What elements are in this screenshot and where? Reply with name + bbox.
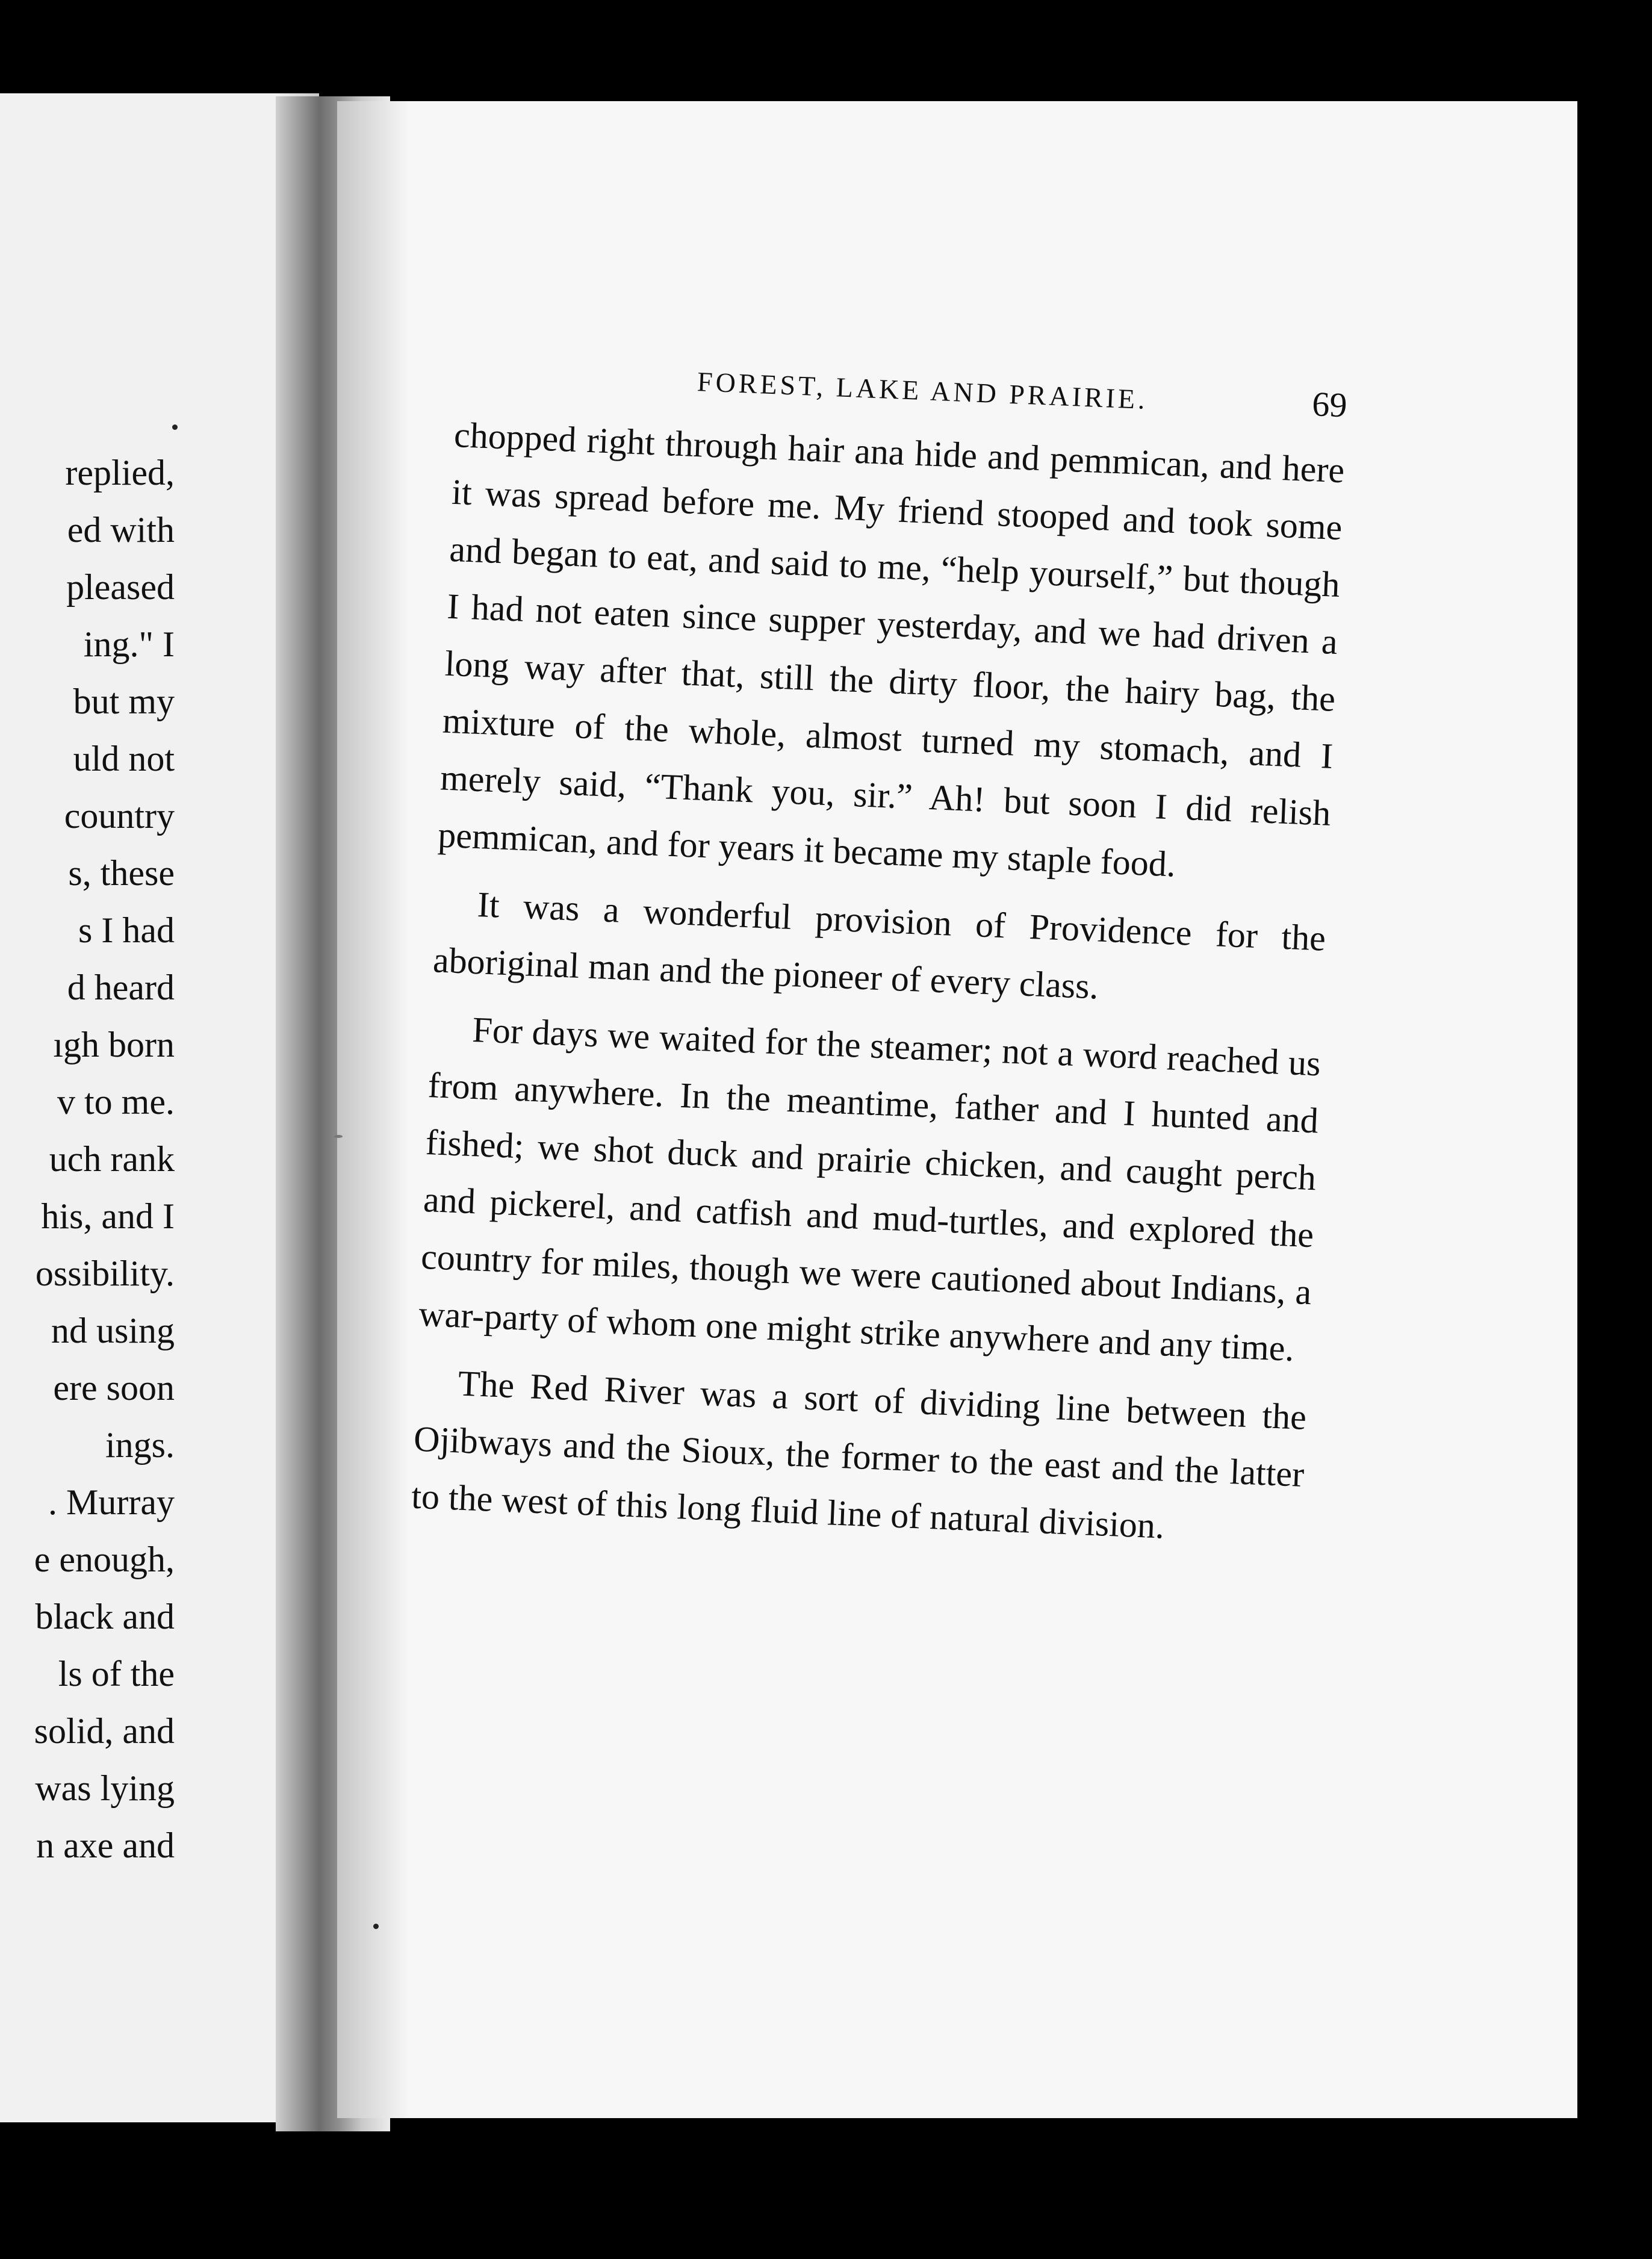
left-line: e enough, (34, 1540, 175, 1579)
paragraph: The Red River was a sort of dividing line between the Ojibways and the Sioux, the former to the east and the latter to the west of this long fluid line of natural division. (411, 1363, 1308, 1546)
left-line: black and (35, 1597, 175, 1636)
left-line: n axe and (36, 1826, 175, 1865)
left-line: solid, and (34, 1711, 175, 1751)
left-line: v to me. (57, 1082, 175, 1122)
left-line: d heard (67, 968, 175, 1007)
left-page (0, 93, 319, 2122)
paragraph: It was a wonderful provision of Providence for the aboriginal man and the pioneer of every class. (432, 884, 1327, 1007)
left-line: . Murray (48, 1482, 175, 1522)
left-line: country (64, 796, 175, 836)
left-line: s I had (78, 910, 175, 950)
left-line: was lying (35, 1768, 175, 1808)
left-line: nd using (51, 1311, 175, 1350)
left-line: s, these (68, 853, 175, 893)
left-line: pleased (66, 567, 175, 607)
scan-speck (334, 1135, 343, 1138)
right-page-inner-shade (337, 101, 409, 2118)
left-line: uch rank (49, 1139, 175, 1179)
left-line: ed with (67, 510, 175, 550)
left-line: ossibility. (35, 1254, 175, 1293)
page-text-block (410, 349, 1348, 1571)
left-line: ings. (105, 1425, 175, 1465)
running-title: FOREST, LAKE AND PRAIRIE. (697, 366, 1149, 415)
left-line: his, and I (41, 1196, 175, 1236)
page-number: 69 (1311, 384, 1348, 425)
scan-speck (172, 424, 178, 430)
left-line: but my (73, 682, 175, 721)
left-line: uld not (73, 739, 175, 778)
paragraph: chopped right through hair ana hide and pemmican, and here it was spread before me. My friend stooped and took some and began to eat, and said to me, “help yourself,” but though I had not eaten since supper yesterday, and we had driven a long way after that, still the dirty floor, the hairy bag, the mixture of the whole, almost turned my stomach, and I merely said, “Thank you, sir.” Ah! but soon I did relish pemmican, and for years it became my staple food. (437, 414, 1346, 884)
scan-speck (373, 1924, 379, 1929)
left-line: ıgh born (53, 1025, 175, 1064)
paragraph: For days we waited for the steamer; not a word reached us from anywhere. In the meantime, father and I hunted and fished; we shot duck and prairie chicken, and caught perch and pickerel, and catfish and mud-turtles, and explored the country for miles, though we were cautioned about Indians, a war-party of whom one might strike anywhere and any time. (418, 1009, 1321, 1369)
left-line: ls of the (58, 1654, 175, 1694)
left-line: replied, (65, 453, 175, 493)
left-line: ing." I (83, 624, 175, 664)
left-line: ere soon (53, 1368, 175, 1408)
